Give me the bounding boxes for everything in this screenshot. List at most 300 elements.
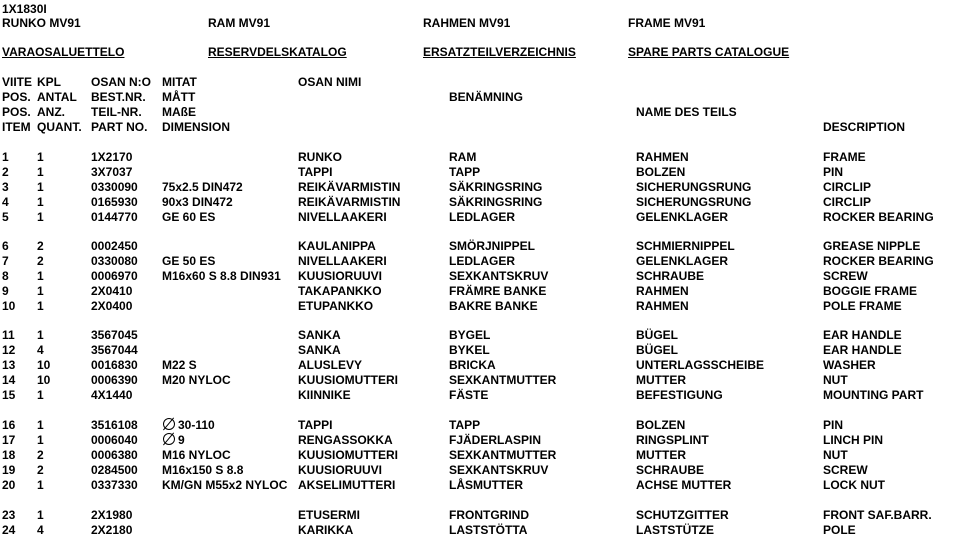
cell-part-no bbox=[91, 180, 138, 194]
cell-name-sv-text: LEDLAGER bbox=[449, 254, 515, 268]
cell-qty-text: 1 bbox=[37, 269, 44, 283]
cell-qty bbox=[37, 478, 44, 492]
cell-qty bbox=[37, 254, 44, 268]
cell-part-no-text: 2X1980 bbox=[91, 508, 133, 522]
cell-part-no-text: 0144770 bbox=[91, 210, 138, 224]
cell-name-en-text: SCREW bbox=[823, 463, 868, 477]
col-header-part-sv: BEST.NR. bbox=[91, 90, 146, 104]
col-header-dim-de: MAßE bbox=[162, 105, 196, 119]
cell-part-no bbox=[91, 343, 138, 357]
cell-dimension bbox=[162, 373, 231, 387]
cell-qty bbox=[37, 328, 44, 342]
cell-qty-text: 1 bbox=[37, 388, 44, 402]
cell-pos bbox=[2, 388, 15, 402]
cell-name-de bbox=[636, 239, 735, 253]
cell-name-sv-text: BYGEL bbox=[449, 328, 491, 342]
cell-part-no-text: 2X2180 bbox=[91, 523, 133, 537]
cell-part-no-text: 0006390 bbox=[91, 373, 138, 387]
cell-name-de bbox=[636, 254, 728, 268]
cell-pos bbox=[2, 433, 15, 447]
cell-dimension bbox=[162, 210, 215, 224]
cell-name-sv bbox=[449, 254, 515, 268]
catalogue-title-de: ERSATZTEILVERZEICHNIS bbox=[423, 45, 576, 59]
cell-name-en-text: EAR HANDLE bbox=[823, 343, 902, 357]
model-name-en: FRAME MV91 bbox=[628, 16, 706, 30]
cell-name-de bbox=[636, 523, 714, 537]
cell-name-de bbox=[636, 478, 731, 492]
document-id: 1X1830I bbox=[2, 2, 47, 16]
cell-qty bbox=[37, 150, 44, 164]
cell-name-en bbox=[823, 343, 902, 357]
cell-qty bbox=[37, 418, 44, 432]
cell-name-en bbox=[823, 418, 843, 432]
cell-name-en bbox=[823, 269, 868, 283]
col-header-pos-sv: POS. bbox=[2, 90, 31, 104]
cell-part-no bbox=[91, 239, 138, 253]
cell-name-fi-text: AKSELIMUTTERI bbox=[298, 478, 396, 492]
cell-pos bbox=[2, 478, 15, 492]
cell-dimension-text: 75x2.5 DIN472 bbox=[162, 180, 243, 194]
cell-qty bbox=[37, 508, 44, 522]
cell-pos bbox=[2, 254, 9, 268]
cell-pos bbox=[2, 343, 15, 357]
cell-dimension bbox=[162, 463, 243, 477]
catalogue-title-sv: RESERVDELSKATALOG bbox=[208, 45, 347, 59]
cell-pos bbox=[2, 358, 15, 372]
cell-name-de bbox=[636, 150, 689, 164]
cell-pos-text: 24 bbox=[2, 523, 16, 537]
cell-dimension-text: M22 S bbox=[162, 358, 197, 372]
cell-name-fi-text: KUUSIOMUTTERI bbox=[298, 373, 398, 387]
cell-pos bbox=[2, 299, 15, 313]
cell-name-fi bbox=[298, 284, 382, 298]
cell-pos bbox=[2, 210, 9, 224]
cell-name-sv-text: SÄKRINGSRING bbox=[449, 180, 543, 194]
cell-name-de-text: LASTSTÜTZE bbox=[636, 523, 714, 537]
cell-name-fi bbox=[298, 463, 382, 477]
cell-pos-text: 19 bbox=[2, 463, 16, 477]
cell-qty bbox=[37, 373, 50, 387]
cell-dimension bbox=[162, 418, 215, 432]
cell-part-no bbox=[91, 284, 132, 298]
cell-part-no-text: 0337330 bbox=[91, 478, 138, 492]
cell-name-en bbox=[823, 254, 934, 268]
col-header-name-en: DESCRIPTION bbox=[823, 120, 906, 134]
cell-pos-text: 17 bbox=[2, 433, 16, 447]
cell-name-en bbox=[823, 210, 934, 224]
cell-name-sv bbox=[449, 463, 548, 477]
cell-name-en bbox=[823, 239, 920, 253]
cell-part-no bbox=[91, 433, 138, 447]
cell-name-sv bbox=[449, 373, 556, 387]
cell-name-de bbox=[636, 433, 709, 447]
cell-name-en-text: POLE FRAME bbox=[823, 299, 902, 313]
cell-name-sv-text: FÄSTE bbox=[449, 388, 489, 402]
cell-name-fi bbox=[298, 328, 341, 342]
cell-pos-text: 13 bbox=[2, 358, 16, 372]
col-header-qty-sv: ANTAL bbox=[37, 90, 77, 104]
cell-name-en-text: ROCKER BEARING bbox=[823, 210, 934, 224]
cell-qty-text: 1 bbox=[37, 418, 44, 432]
col-header-dim-sv: MÅTT bbox=[162, 90, 196, 104]
cell-name-fi bbox=[298, 433, 393, 447]
cell-pos-text: 2 bbox=[2, 165, 9, 179]
col-header-pos-en: ITEM bbox=[2, 120, 31, 134]
cell-name-de-text: SCHMIERNIPPEL bbox=[636, 239, 735, 253]
cell-pos bbox=[2, 373, 15, 387]
cell-name-en-text: PIN bbox=[823, 418, 844, 432]
cell-qty-text: 2 bbox=[37, 254, 44, 268]
cell-qty bbox=[37, 165, 44, 179]
cell-name-fi-text: NIVELLAAKERI bbox=[298, 210, 387, 224]
cell-name-fi-text: TAKAPANKKO bbox=[298, 284, 382, 298]
cell-qty bbox=[37, 358, 50, 372]
cell-name-sv-text: FRONTGRIND bbox=[449, 508, 529, 522]
cell-name-de bbox=[636, 343, 678, 357]
cell-part-no bbox=[91, 463, 138, 477]
cell-qty bbox=[37, 180, 44, 194]
cell-name-fi-text: TAPPI bbox=[298, 418, 333, 432]
cell-name-fi-text: ALUSLEVY bbox=[298, 358, 363, 372]
cell-name-sv-text: SEXKANTMUTTER bbox=[449, 373, 557, 387]
col-header-qty-de: ANZ. bbox=[37, 105, 65, 119]
cell-name-en bbox=[823, 433, 883, 447]
cell-name-en-text: FRONT SAF.BARR. bbox=[823, 508, 932, 522]
cell-name-de-text: SCHRAUBE bbox=[636, 463, 705, 477]
cell-dimension-text: M16x60 S 8.8 DIN931 bbox=[162, 269, 281, 283]
cell-name-en-text: NUT bbox=[823, 448, 848, 462]
cell-qty-text: 4 bbox=[37, 523, 44, 537]
cell-name-sv bbox=[449, 299, 538, 313]
cell-name-de bbox=[636, 448, 686, 462]
cell-dimension-text: M20 NYLOC bbox=[162, 373, 231, 387]
cell-pos-text: 8 bbox=[2, 269, 9, 283]
cell-name-sv-text: BYKEL bbox=[449, 343, 490, 357]
cell-dimension bbox=[162, 478, 287, 492]
cell-qty-text: 1 bbox=[37, 284, 44, 298]
cell-name-fi bbox=[298, 299, 373, 313]
cell-qty-text: 1 bbox=[37, 478, 44, 492]
cell-name-en-text: EAR HANDLE bbox=[823, 328, 902, 342]
col-header-part-en: PART NO. bbox=[91, 120, 148, 134]
cell-name-fi-text: KIINNIKE bbox=[298, 388, 351, 402]
cell-name-fi bbox=[298, 358, 362, 372]
col-header-name-sv: BENÄMNING bbox=[449, 90, 523, 104]
cell-part-no-text: 0002450 bbox=[91, 239, 138, 253]
cell-name-fi bbox=[298, 508, 360, 522]
cell-name-fi-text: KARIKKA bbox=[298, 523, 354, 537]
cell-qty bbox=[37, 284, 44, 298]
cell-pos-text: 4 bbox=[2, 195, 9, 209]
cell-dimension bbox=[162, 195, 233, 209]
cell-name-sv-text: LEDLAGER bbox=[449, 210, 515, 224]
cell-name-en bbox=[823, 463, 868, 477]
cell-pos bbox=[2, 508, 15, 522]
cell-name-en-text: GREASE NIPPLE bbox=[823, 239, 921, 253]
col-header-qty-fi: KPL bbox=[37, 75, 61, 89]
cell-name-fi bbox=[298, 239, 376, 253]
cell-pos bbox=[2, 195, 9, 209]
cell-part-no bbox=[91, 299, 132, 313]
cell-name-sv-text: FRÄMRE BANKE bbox=[449, 284, 547, 298]
cell-part-no bbox=[91, 165, 132, 179]
cell-qty-text: 1 bbox=[37, 210, 44, 224]
cell-name-en bbox=[823, 284, 917, 298]
cell-name-de bbox=[636, 328, 678, 342]
cell-dimension bbox=[162, 358, 197, 372]
cell-name-fi-text: REIKÄVARMISTIN bbox=[298, 180, 401, 194]
cell-name-fi bbox=[298, 418, 332, 432]
cell-name-sv-text: SEXKANTSKRUV bbox=[449, 269, 549, 283]
cell-part-no-text: 1X2170 bbox=[91, 150, 133, 164]
cell-qty bbox=[37, 433, 44, 447]
cell-name-fi-text: KUUSIORUUVI bbox=[298, 269, 383, 283]
cell-name-en bbox=[823, 478, 885, 492]
cell-name-fi bbox=[298, 165, 332, 179]
cell-part-no bbox=[91, 508, 132, 522]
cell-part-no-text: 3X7037 bbox=[91, 165, 133, 179]
cell-qty bbox=[37, 269, 44, 283]
model-name-sv: RAM MV91 bbox=[208, 16, 271, 30]
cell-part-no-text: 0016830 bbox=[91, 358, 138, 372]
cell-name-sv-text: SEXKANTMUTTER bbox=[449, 448, 557, 462]
cell-dimension bbox=[162, 180, 243, 194]
cell-name-en-text: BOGGIE FRAME bbox=[823, 284, 918, 298]
cell-name-de bbox=[636, 210, 728, 224]
cell-pos bbox=[2, 463, 15, 477]
cell-qty bbox=[37, 343, 44, 357]
cell-name-sv bbox=[449, 418, 480, 432]
cell-qty bbox=[37, 195, 44, 209]
cell-name-fi-text: RENGASSOKKA bbox=[298, 433, 393, 447]
cell-pos-text: 9 bbox=[2, 284, 9, 298]
cell-name-fi-text: NIVELLAAKERI bbox=[298, 254, 387, 268]
cell-name-en-text: SCREW bbox=[823, 269, 868, 283]
cell-name-sv-text: RAM bbox=[449, 150, 477, 164]
cell-name-sv bbox=[449, 433, 541, 447]
cell-name-de-text: SICHERUNGSRUNG bbox=[636, 195, 752, 209]
cell-name-de-text: SICHERUNGSRUNG bbox=[636, 180, 752, 194]
cell-name-sv bbox=[449, 508, 529, 522]
cell-pos bbox=[2, 180, 9, 194]
cell-name-sv bbox=[449, 388, 488, 402]
cell-name-en-text: ROCKER BEARING bbox=[823, 254, 934, 268]
cell-name-sv-text: LÅSMUTTER bbox=[449, 478, 523, 492]
cell-pos-text: 7 bbox=[2, 254, 9, 268]
cell-part-no-text: 3516108 bbox=[91, 418, 138, 432]
cell-dimension-text: M16x150 S 8.8 bbox=[162, 463, 244, 477]
cell-qty-text: 1 bbox=[37, 433, 44, 447]
cell-name-en bbox=[823, 523, 856, 537]
cell-dimension-text: KM/GN M55x2 NYLOC bbox=[162, 478, 288, 492]
cell-name-sv bbox=[449, 210, 515, 224]
cell-qty-text: 1 bbox=[37, 328, 44, 342]
cell-part-no bbox=[91, 328, 138, 342]
cell-name-en-text: PIN bbox=[823, 165, 844, 179]
cell-pos-text: 1 bbox=[2, 150, 9, 164]
cell-qty-text: 1 bbox=[37, 195, 44, 209]
cell-part-no bbox=[91, 254, 138, 268]
cell-dimension-text: M16 NYLOC bbox=[162, 448, 231, 462]
cell-part-no-text: 3567045 bbox=[91, 328, 138, 342]
cell-qty bbox=[37, 463, 44, 477]
cell-part-no-text: 0006970 bbox=[91, 269, 138, 283]
cell-name-en bbox=[823, 388, 923, 402]
cell-pos bbox=[2, 269, 9, 283]
cell-qty bbox=[37, 210, 44, 224]
cell-part-no-text: 3567044 bbox=[91, 343, 138, 357]
cell-name-en-text: NUT bbox=[823, 373, 848, 387]
cell-name-fi bbox=[298, 254, 387, 268]
cell-name-de-text: SCHUTZGITTER bbox=[636, 508, 729, 522]
cell-part-no bbox=[91, 373, 138, 387]
cell-pos-text: 23 bbox=[2, 508, 16, 522]
cell-name-de bbox=[636, 463, 704, 477]
cell-qty-text: 1 bbox=[37, 508, 44, 522]
cell-name-en bbox=[823, 508, 932, 522]
cell-name-sv bbox=[449, 478, 523, 492]
cell-name-fi-text: KAULANIPPA bbox=[298, 239, 376, 253]
cell-name-de-text: RAHMEN bbox=[636, 299, 689, 313]
cell-dimension-text: GE 60 ES bbox=[162, 210, 216, 224]
cell-part-no-text: 2X0410 bbox=[91, 284, 133, 298]
cell-pos bbox=[2, 150, 9, 164]
cell-part-no-text: 0006380 bbox=[91, 448, 138, 462]
cell-name-sv bbox=[449, 284, 546, 298]
cell-name-en-text: LINCH PIN bbox=[823, 433, 883, 447]
cell-name-de bbox=[636, 195, 751, 209]
model-name-fi: RUNKO MV91 bbox=[2, 16, 81, 30]
cell-part-no-text: 0284500 bbox=[91, 463, 138, 477]
cell-qty-text: 1 bbox=[37, 150, 44, 164]
cell-name-sv-text: SEXKANTSKRUV bbox=[449, 463, 549, 477]
cell-dimension bbox=[162, 254, 215, 268]
cell-part-no-text: 2X0400 bbox=[91, 299, 133, 313]
cell-name-de-text: GELENKLAGER bbox=[636, 210, 729, 224]
col-header-pos-de: POS. bbox=[2, 105, 31, 119]
model-name-de: RAHMEN MV91 bbox=[423, 16, 511, 30]
cell-name-de bbox=[636, 358, 764, 372]
cell-name-en-text: FRAME bbox=[823, 150, 866, 164]
cell-pos-text: 14 bbox=[2, 373, 16, 387]
cell-qty-text: 10 bbox=[37, 358, 51, 372]
cell-name-fi-text: RUNKO bbox=[298, 150, 342, 164]
cell-name-de-text: BOLZEN bbox=[636, 165, 686, 179]
cell-dimension bbox=[162, 269, 281, 283]
cell-name-de-text: BEFESTIGUNG bbox=[636, 388, 723, 402]
cell-pos-text: 11 bbox=[2, 328, 15, 342]
col-header-part-de: TEIL-NR. bbox=[91, 105, 142, 119]
cell-name-en bbox=[823, 358, 876, 372]
cell-name-fi-text: KUUSIORUUVI bbox=[298, 463, 383, 477]
cell-part-no bbox=[91, 388, 132, 402]
cell-dimension bbox=[162, 433, 185, 447]
cell-name-en-text: POLE bbox=[823, 523, 856, 537]
cell-qty bbox=[37, 239, 44, 253]
cell-name-fi bbox=[298, 269, 382, 283]
cell-part-no bbox=[91, 358, 138, 372]
cell-name-de bbox=[636, 284, 689, 298]
diameter-icon bbox=[162, 418, 177, 430]
cell-name-de bbox=[636, 180, 751, 194]
cell-pos bbox=[2, 418, 15, 432]
cell-dimension-text: 9 bbox=[178, 433, 185, 447]
cell-dimension-text: 90x3 DIN472 bbox=[162, 195, 233, 209]
cell-pos-text: 20 bbox=[2, 478, 16, 492]
cell-name-en-text: WASHER bbox=[823, 358, 876, 372]
cell-part-no bbox=[91, 418, 138, 432]
col-header-part-fi: OSAN N:O bbox=[91, 75, 151, 89]
cell-part-no bbox=[91, 523, 132, 537]
cell-qty bbox=[37, 448, 44, 462]
cell-name-de-text: ACHSE MUTTER bbox=[636, 478, 732, 492]
cell-qty-text: 4 bbox=[37, 343, 44, 357]
cell-name-en-text: CIRCLIP bbox=[823, 195, 871, 209]
cell-name-de bbox=[636, 373, 686, 387]
cell-pos-text: 5 bbox=[2, 210, 9, 224]
cell-qty-text: 1 bbox=[37, 165, 44, 179]
cell-name-en-text: LOCK NUT bbox=[823, 478, 885, 492]
cell-pos bbox=[2, 448, 15, 462]
cell-pos-text: 16 bbox=[2, 418, 16, 432]
cell-name-de-text: BÜGEL bbox=[636, 328, 678, 342]
cell-name-fi bbox=[298, 388, 351, 402]
cell-pos bbox=[2, 328, 15, 342]
cell-name-fi-text: ETUSERMI bbox=[298, 508, 361, 522]
cell-name-en bbox=[823, 448, 848, 462]
cell-dimension-text: 30-110 bbox=[178, 418, 215, 432]
cell-name-sv bbox=[449, 165, 480, 179]
cell-name-de-text: BOLZEN bbox=[636, 418, 686, 432]
cell-name-fi-text: ETUPANKKO bbox=[298, 299, 374, 313]
cell-qty bbox=[37, 299, 44, 313]
col-header-dim-en: DIMENSION bbox=[162, 120, 231, 134]
cell-name-de-text: GELENKLAGER bbox=[636, 254, 729, 268]
cell-name-sv-text: SÄKRINGSRING bbox=[449, 195, 543, 209]
cell-name-fi bbox=[298, 343, 341, 357]
cell-name-sv bbox=[449, 523, 527, 537]
cell-qty-text: 1 bbox=[37, 180, 44, 194]
cell-name-de-text: UNTERLAGSSCHEIBE bbox=[636, 358, 765, 372]
cell-part-no-text: 0330090 bbox=[91, 180, 138, 194]
col-header-name-fi: OSAN NIMI bbox=[298, 75, 362, 89]
cell-name-sv bbox=[449, 239, 535, 253]
cell-name-fi bbox=[298, 180, 400, 194]
cell-name-sv bbox=[449, 343, 490, 357]
cell-name-de bbox=[636, 269, 704, 283]
cell-pos bbox=[2, 284, 9, 298]
cell-name-fi bbox=[298, 195, 400, 209]
cell-name-fi bbox=[298, 210, 387, 224]
cell-name-sv bbox=[449, 150, 476, 164]
cell-name-de-text: BÜGEL bbox=[636, 343, 678, 357]
cell-name-sv bbox=[449, 180, 542, 194]
cell-part-no-text: 4X1440 bbox=[91, 388, 133, 402]
cell-part-no bbox=[91, 448, 138, 462]
cell-name-sv-text: BRICKA bbox=[449, 358, 496, 372]
cell-name-en bbox=[823, 150, 866, 164]
catalogue-title-fi: VARAOSALUETTELO bbox=[2, 45, 125, 59]
cell-part-no bbox=[91, 210, 138, 224]
cell-name-sv-text: TAPP bbox=[449, 418, 481, 432]
cell-name-en bbox=[823, 299, 902, 313]
cell-name-fi bbox=[298, 523, 353, 537]
cell-name-fi bbox=[298, 448, 398, 462]
cell-name-en bbox=[823, 165, 843, 179]
cell-part-no-text: 0330080 bbox=[91, 254, 138, 268]
cell-name-de-text: RAHMEN bbox=[636, 150, 689, 164]
cell-name-fi bbox=[298, 478, 395, 492]
